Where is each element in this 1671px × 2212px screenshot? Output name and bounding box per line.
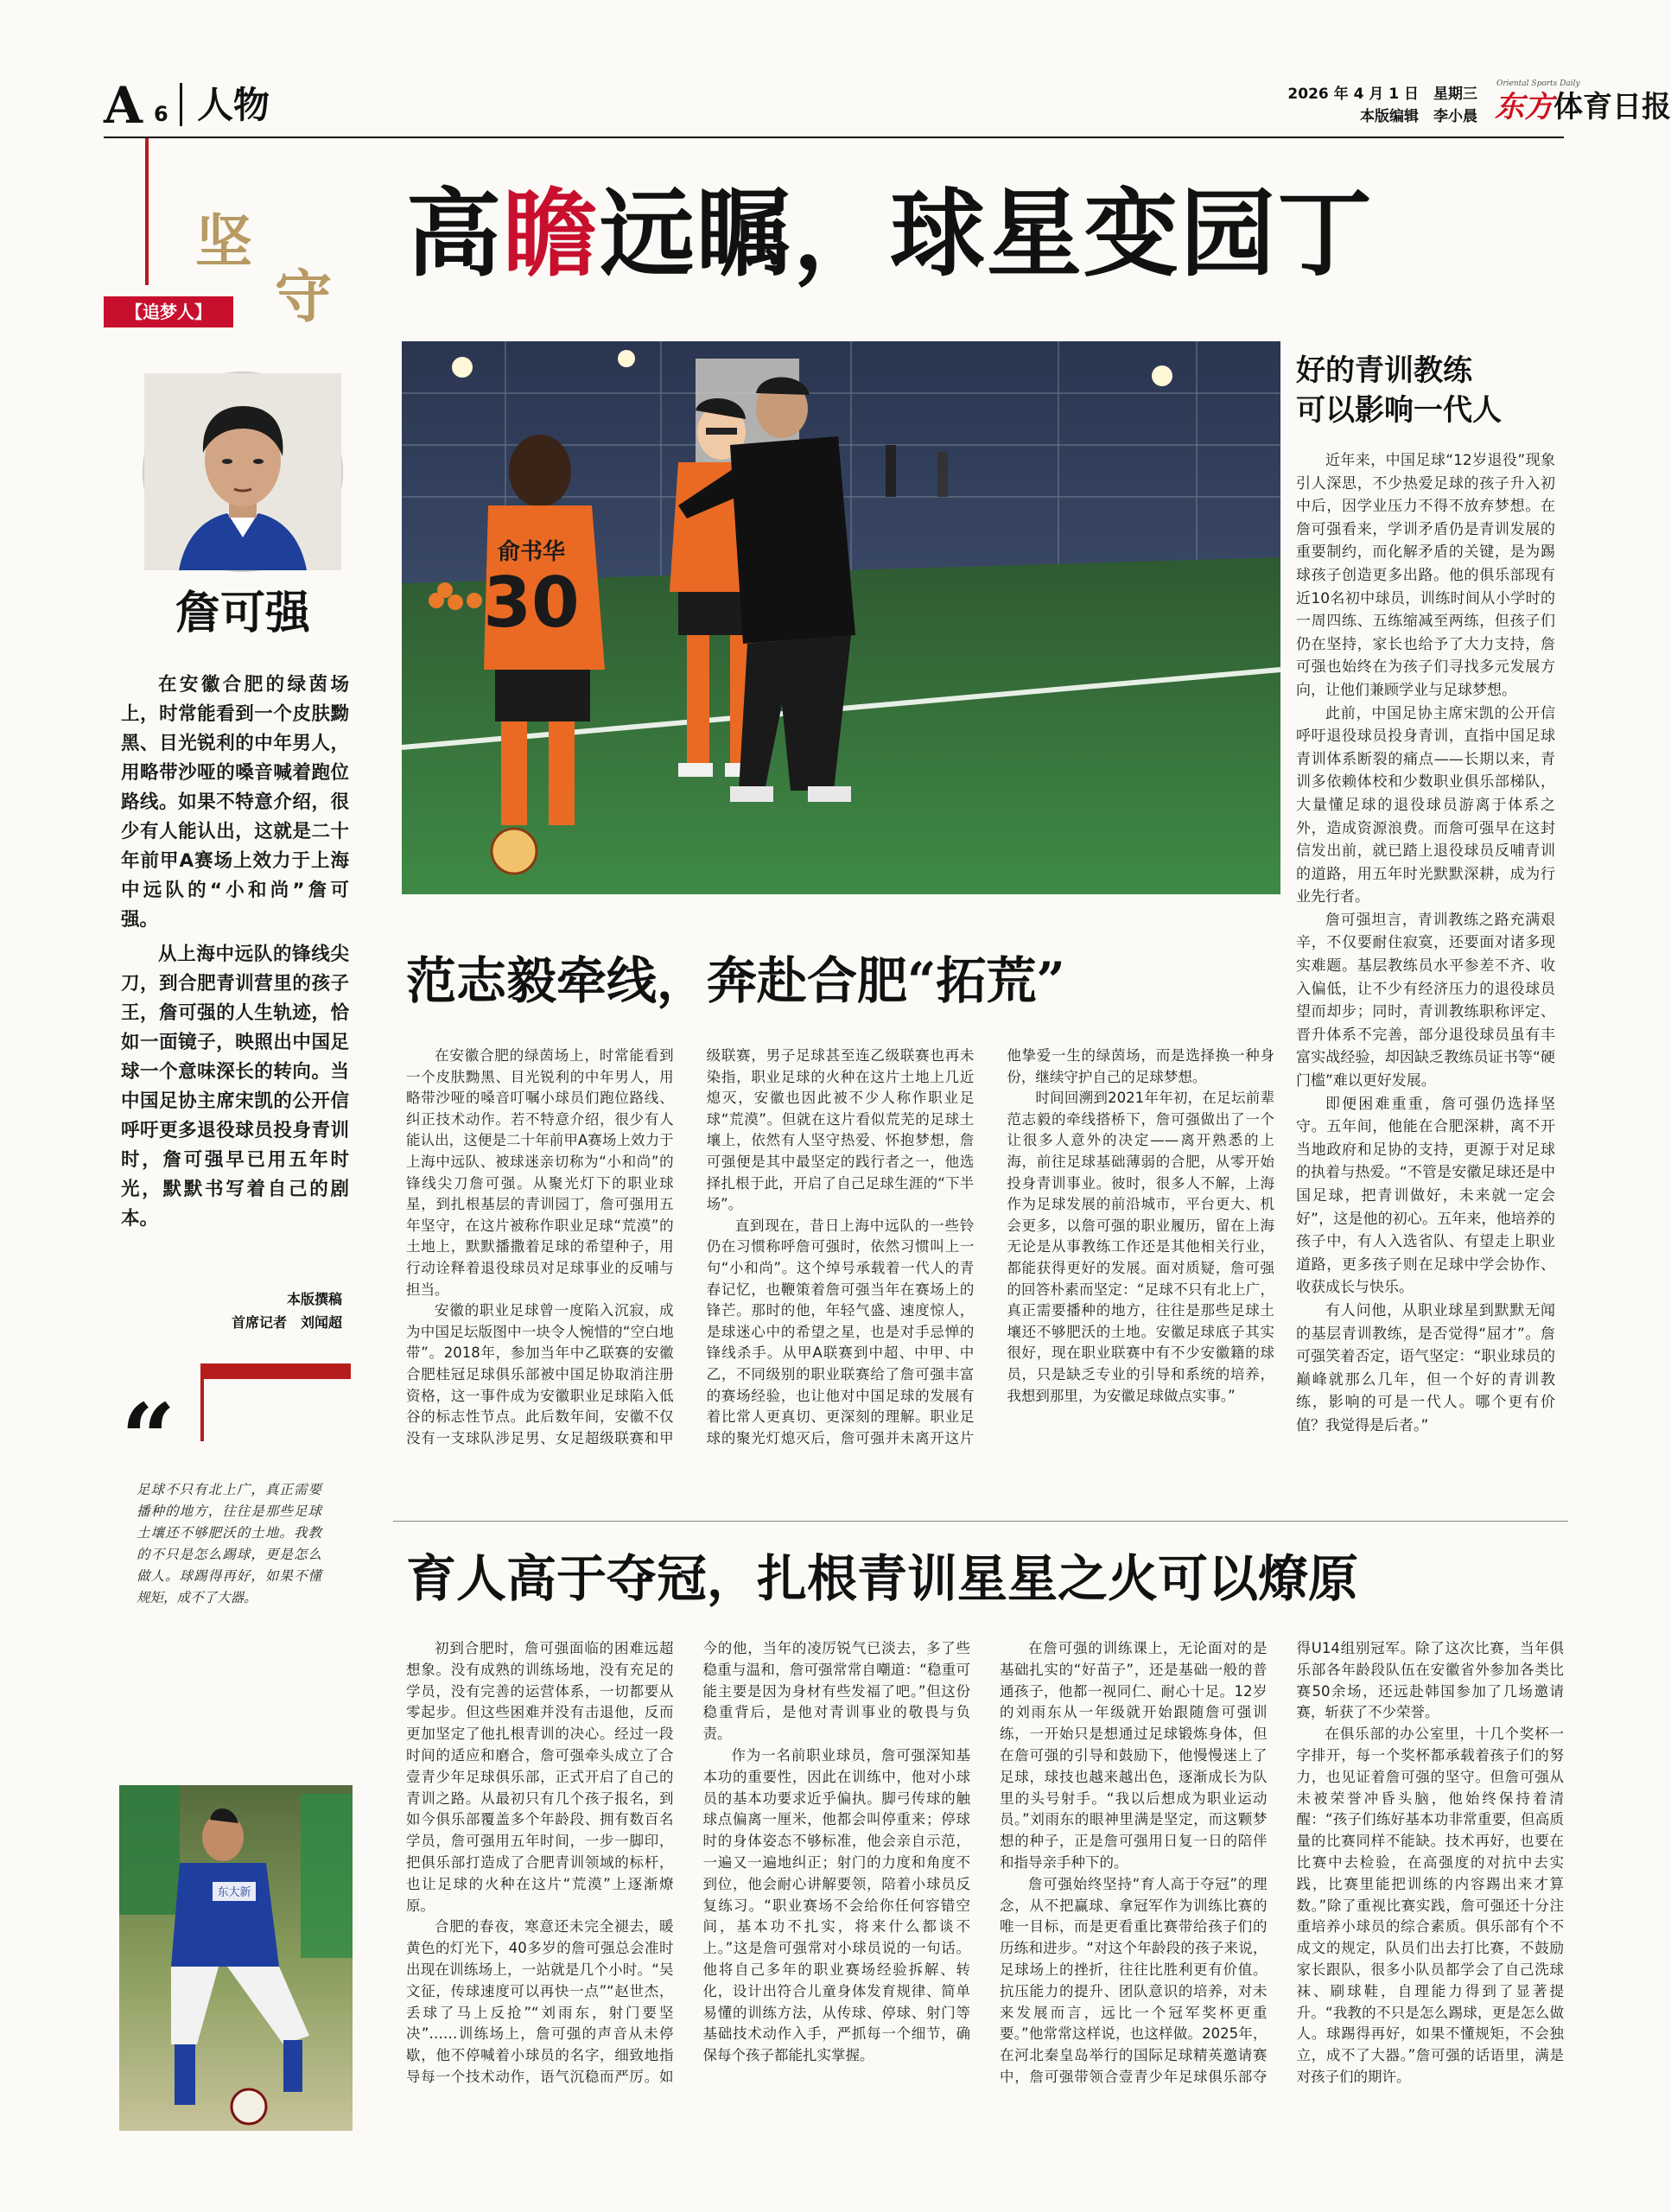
dream-badge: 【追梦人】 <box>104 296 233 327</box>
masthead <box>104 76 1671 140</box>
action-photo-illustration <box>119 1785 353 2131</box>
section3-paragraph: 詹可强始终坚持“育人高于夺冠”的理念，从不把赢球、拿冠军作为训练比赛的唯一目标，而是更看重比赛带给孩子们的历练和进步。“对这个年龄段的孩子来说，足球场上的挫折，往往比胜利更有价值。抗压能力的提升、团队意识的培养，对未来发展而言，远比一个冠军奖杯更重要。”他常常这样说，也这样做。2025年，在河北秦皇岛举行的国际足球精英邀请赛中，詹可强带领合壹青少年足球俱乐部夺得U14组别冠军。除了这次比赛，当年俱乐部各年龄段队伍在安徽省外参加各类比赛50余场，还远赴韩国参加了几场邀请赛，斩获了不少荣誉。 <box>1000 1640 1564 2085</box>
section1-paragraph: 詹可强坦言，青训教练之路充满艰辛，不仅要耐住寂寞，还要面对诸多现实难题。基层教练员水平参差不齐、收入偏低，让不少有经济压力的退役球员望而却步；同时，青训教练职称评定、晋升体系不完善，部分退役球员虽有丰富实战经验，却因缺乏教练员证书等“硬门槛”难以更好发展。 <box>1296 911 1555 1090</box>
page-number: 6 <box>154 102 168 126</box>
page-letter: A <box>104 76 143 135</box>
quote-rule-top <box>200 1363 351 1379</box>
section2-body <box>406 1046 1274 1495</box>
avatar <box>143 372 343 572</box>
portrait-illustration <box>144 373 341 570</box>
section2-paragraph: 安徽的职业足球曾一度陷入沉寂，成为中国足坛版图中一块令人惋惜的“空白地带”。2018年，参加当年中乙联赛的安徽合肥桂冠足球俱乐部被中国足协取消注册资格，这一事件成为安徽职业足球陷入低谷的标志性节点。此后数年间，安徽不仅没有一支球队涉足男、女足超级联赛和甲级联赛，男子足球甚至连乙级联赛也再未染指，职业足球的火种在这片土地上几近熄灭，安徽也因此被不少人称作职业足球“荒漠”。但就在这片看似荒芜的足球土壤上，依然有人坚守热爱、怀抱梦想，詹可强便是其中最坚定的践行者之一，他选择扎根于此，开启了自己足球生涯的“下半场”。 <box>406 1047 975 1446</box>
section3-body <box>406 1638 1564 2148</box>
svg-text:30: 30 <box>483 563 580 643</box>
main-headline: 高瞻远瞩，球星变园丁 <box>406 178 1374 289</box>
issue-date: 2026 年 4 月 1 日 <box>1287 86 1419 103</box>
training-photo-illustration <box>402 341 1280 894</box>
section3-paragraph: 在俱乐部的办公室里，十几个奖杯一字排开，每一个奖杯都承载着孩子们的努力，也见证着詹可强的坚守。但詹可强从未被荣誉冲昏头脑，他始终保持着清醒：“孩子们练好基本功非常重要，但高质量的比赛同样不能缺。技术再好，也要在比赛中去检验，在高强度的对抗中去实践，比赛里能把训练的内容踢出来才算数。”除了重视比赛实践，詹可强还十分注重培养小球员的综合素质。俱乐部有个不成文的规定，队员们出去打比赛，不鼓励家长跟队，很多小队员都学会了自己洗球袜、刷球鞋，自理能力得到了显著提升。“我教的不只是怎么踢球，更是怎么做人。球踢得再好，如果不懂规矩，不会独立，成不了大器。”詹可强的话语里，满是对孩子们的期许。 <box>1296 1726 1564 2085</box>
intro-paragraph-1: 在安徽合肥的绿茵场上，时常能看到一个皮肤黝黑、目光锐利的中年男人，用略带沙哑的嗓音喊着跑位路线。如果不特意介绍，很少有人能认出，这就是二十年前甲A赛场上效力于上海中远队的“小和尚”詹可强。 <box>121 674 349 931</box>
section2-paragraph: 时间回溯到2021年年初，在足坛前辈范志毅的牵线搭桥下，詹可强做出了一个让很多人意外的决定——离开熟悉的上海，前往足球基础薄弱的合肥，从零开始投身青训事业。彼时，很多人不解，上海作为足球发展的前沿城市，平台更大、机会更多，以詹可强的职业履历，留在上海无论是从事教练工作还是其他相关行业，都能获得更好的发展。面对质疑，詹可强的回答朴素而坚定：“足球不只有北上广，真正需要播种的地方，往往是那些足球土壤还不够肥沃的土地。安徽足球底子其实很好，现在职业联赛中有不少安徽籍的球员，只是缺乏专业的引导和系统的培养，我想到那里，为安徽足球做点实事。” <box>1007 1090 1274 1404</box>
section1-paragraph: 此前，中国足协主席宋凯的公开信呼吁退役球员投身青训，直指中国足球青训体系断裂的痛点——长期以来，青训多依赖体校和少数职业俱乐部梯队，大量懂足球的退役球员游离于体系之外，造成资源浪费。而詹可强早在这封信发出前，就已踏上退役球员反哺青训的道路，用五年时光默默深耕，成为行业先行者。 <box>1296 704 1555 906</box>
intro-text <box>121 671 349 1234</box>
tag-vertical-rule <box>145 138 149 285</box>
section2-paragraph: 在安徽合肥的绿茵场上，时常能看到一个皮肤黝黑、目光锐利的中年男人，用略带沙哑的嗓音叮嘱小球员们跑位路线、纠正技术动作。若不特意介绍，很少有人能认出，这便是二十年前甲A赛场上效力于上海中远队、被球迷亲切称为“小和尚”的锋线尖刀詹可强。从聚光灯下的职业球星，到扎根基层的青训园丁，詹可强用五年坚守，在这片被称作职业足球“荒漠”的土地上，默默播撒着足球的希望种子，用行动诠释着退役球员对足球事业的反哺与担当。 <box>406 1047 674 1298</box>
portrait-name: 詹可强 <box>175 587 310 639</box>
section2-paragraph: 直到现在，昔日上海中远队的一些铃仍在习惯称呼詹可强时，依然习惯叫上一句“小和尚”。这个绰号承载着一代人的青春记忆，也鞭策着詹可强当年在赛场上的锋芒。那时的他，年轻气盛、速度惊人，是球迷心中的希望之星，也是对手忌惮的锋线杀手。从甲A联赛到中超、中甲、中乙，不同级别的职业联赛给了詹可强丰富的赛场经验，也让他对中国足球的发展有着比常人更真切、更深刻的理解。职业足球的聚光灯熄灭后，詹可强并未离开这片他挚爱一生的绿茵场，而是选择换一种身份，继续守护自己的足球梦想。 <box>706 1047 1274 1446</box>
main-training-photo <box>402 341 1280 894</box>
section1-body <box>1296 449 1555 1438</box>
brand-logo <box>1393 79 1669 133</box>
brand-black: 体育日报 <box>1553 90 1671 124</box>
section3-paragraph: 合肥的春夜，寒意还未完全褪去，暖黄色的灯光下，40多岁的詹可强总会准时出现在训练场上，一站就是几个小时。“吴文征，传球速度可以再快一点”“赵世杰，丢球了马上反抢”“刘雨东，射门要坚决”……训练场上，詹可强的声音从未停歇，他不停喊着小球员的名字，细致地指导每一个技术动作，语气沉稳而严厉。如今的他，当年的凌厉锐气已淡去，多了些稳重与温和，詹可强常常自嘲道：“稳重可能主要是因为身材有些发福了吧。”但这份稳重背后，是他对青训事业的敬畏与负责。 <box>406 1640 970 2085</box>
section1-title: 好的青训教练 可以影响一代人 <box>1296 353 1502 428</box>
brand-small: Oriental Sports Daily <box>1496 79 1580 88</box>
brand-red: 东方 <box>1495 90 1553 124</box>
section-divider <box>393 1521 1568 1522</box>
byline-label: 本版撰稿 <box>286 1291 342 1307</box>
svg-text:东大新: 东大新 <box>217 1886 251 1899</box>
quote-rule-vertical <box>200 1363 204 1441</box>
section-name: 人物 <box>197 84 270 126</box>
masthead-rule <box>104 137 1564 138</box>
section3-title: 育人高于夺冠，扎根青训星星之火可以燎原 <box>406 1549 1359 1608</box>
quote-mark: “ <box>121 1382 176 1494</box>
byline-author: 首席记者 刘闻超 <box>231 1314 342 1331</box>
byline <box>181 1287 342 1334</box>
section2-title: 范志毅牵线，奔赴合肥“拓荒” <box>406 951 1065 1010</box>
pull-quote: 足球不只有北上广，真正需要播种的地方，往往是那些足球土壤还不够肥沃的土地。我教的不只是怎么踢球，更是怎么做人。球踢得再好，如果不懂规矩，成不了大器。 <box>137 1482 321 1605</box>
svg-text:俞书华: 俞书华 <box>497 539 566 565</box>
section3-paragraph: 在詹可强的训练课上，无论面对的是基础扎实的“好苗子”，还是基础一般的普通孩子，他都一视同仁、耐心十足。12岁的刘雨东从一年级就开始跟随詹可强训练，一开始只是想通过足球锻炼身体，但在詹可强的引导和鼓励下，他慢慢迷上了足球，球技也越来越出色，逐渐成长为队里的头号射手。“我以后想成为职业运动员。”刘雨东的眼神里满是坚定，而这颗梦想的种子，正是詹可强用日复一日的陪伴和指导亲手种下的。 <box>1000 1640 1268 1871</box>
masthead-divider <box>180 83 182 126</box>
section1-paragraph: 即便困难重重，詹可强仍选择坚守。五年间，他能在合肥深耕，离不开当地政府和足协的支持，更源于对足球的执着与热爱。“不管是安徽足球还是中国足球，把青训做好，未来就一定会好”，这是他的初心。五年来，他培养的孩子中，有人入选省队、有望走上职业道路，更多孩子则在足球中学会协作、收获成长与快乐。 <box>1296 1095 1555 1297</box>
section1-paragraph: 有人问他，从职业球星到默默无闻的基层青训教练，是否觉得“屈才”。詹可强笑着否定，语气坚定：“职业球员的巅峰就那么几年，但一个好的青训教练，影响的可是一代人。哪个更有价值？我觉得是后者。” <box>1296 1301 1555 1434</box>
issue-weekday: 星期三 <box>1433 86 1477 103</box>
intro-paragraph-2: 从上海中远队的锋线尖刀，到合肥青训营里的孩子王，詹可强的人生轨迹，恰如一面镜子，映照出中国足球一个意味深长的转向。当中国足协主席宋凯的公开信呼吁更多退役球员投身青训时，詹可强早已用五年时光，默默书写着自己的剧本。 <box>121 944 349 1230</box>
small-action-photo <box>119 1785 353 2131</box>
section3-paragraph: 作为一名前职业球员，詹可强深知基本功的重要性，因此在训练中，他对小球员的基本功要求近乎偏执。脚弓传球的触球点偏离一厘米，他都会叫停重来；停球时的身体姿态不够标准，他会亲自示范，一遍又一遍地纠正；射门的力度和角度不到位，他会耐心讲解要领，陪着小球员反复练习。“职业赛场不会给你任何容错空间，基本功不扎实，将来什么都谈不上。”这是詹可强常对小球员说的一句话。他将自己多年的职业赛场经验拆解、转化，设计出符合儿童身体发育规律、简单易懂的训练方法，从传球、停球、射门等基础技术动作入手，严抓每一个细节，确保每个孩子都能扎实掌握。 <box>702 1746 970 2064</box>
section1-paragraph: 近年来，中国足球“12岁退役”现象引人深思，不少热爱足球的孩子升入初中后，因学业压力不得不放弃梦想。在詹可强看来，学训矛盾仍是青训发展的重要制约，而化解矛盾的关键，是为踢球孩子创造更多出路。他的俱乐部现有近10名初中球员，训练时间从小学时的一周四练、五练缩减至两练，但孩子们仍在坚持，家长也给予了大力支持，詹可强也始终在为孩子们寻找多元发展方向，让他们兼顾学业与足球梦想。 <box>1296 452 1555 699</box>
page-editor: 本版编辑 李小晨 <box>1360 108 1477 125</box>
section3-paragraph: 初到合肥时，詹可强面临的困难远超想象。没有成熟的训练场地，没有充足的学员，没有完善的运营体系，一切都要从零起步。但这些困难并没有击退他，反而更加坚定了他扎根青训的决心。经过一段时间的适应和磨合，詹可强牵头成立了合壹青少年足球俱乐部，正式开启了自己的青训之路。从最初只有几个孩子报名，到如今俱乐部覆盖多个年龄段、拥有数百名学员，詹可强用五年时间，一步一脚印，把俱乐部打造成了合肥青训领域的标杆，也让足球的火种在这片“荒漠”上逐渐燎原。 <box>406 1640 674 1914</box>
tag-char-1: 坚 <box>195 207 252 275</box>
tag-char-2: 守 <box>275 263 332 330</box>
